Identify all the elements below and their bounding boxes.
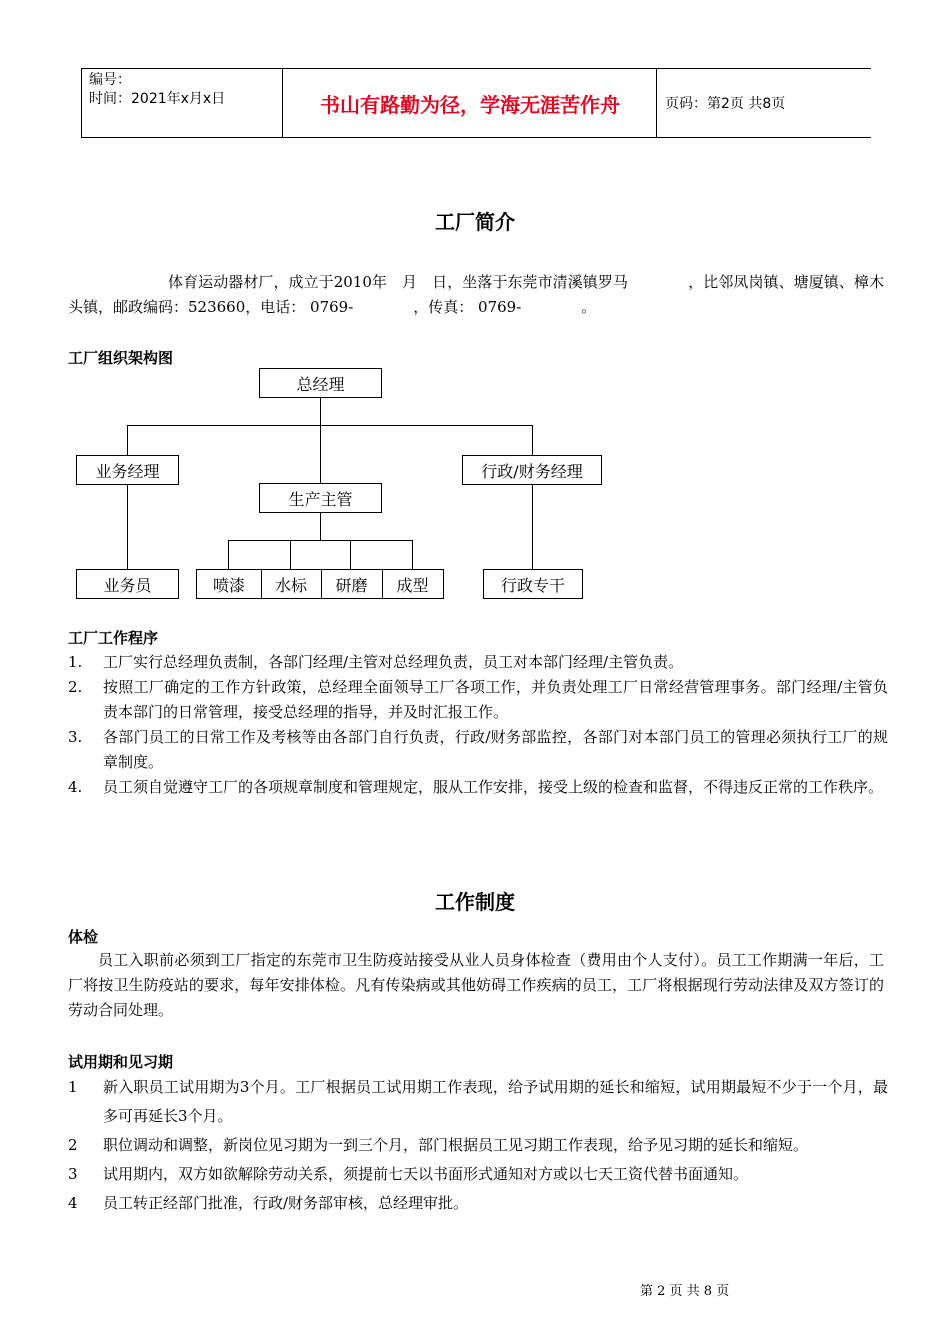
rules-title: 工作制度 <box>435 890 515 914</box>
list-item <box>68 675 888 725</box>
org-node-salesperson: 业务员 <box>76 569 179 599</box>
item-number: 3. <box>68 728 83 746</box>
org-node-admin-staff: 行政专干 <box>483 569 583 599</box>
connector-line <box>127 484 128 570</box>
list-item <box>68 775 888 800</box>
date-label: 时间：2021年x月x日 <box>89 91 226 107</box>
connector-line <box>320 512 321 540</box>
org-node-forming: 成型 <box>396 575 429 595</box>
item-number: 3 <box>68 1165 78 1183</box>
list-item <box>68 650 888 675</box>
header-divider <box>282 69 283 137</box>
item-number: 4. <box>68 778 83 796</box>
header-page-info: 页码：第2页 共8页 <box>665 96 786 112</box>
item-number: 4 <box>68 1194 78 1212</box>
list-item <box>68 1160 888 1189</box>
connector-line <box>320 397 321 425</box>
item-text: 员工须自觉遵守工厂的各项规章制度和管理规定，服从工作安排，接受上级的检查和监督，不得违反正常的工作秩序。 <box>103 778 884 796</box>
item-text: 按照工厂确定的工作方针政策，总经理全面领导工厂各项工作，并负责处理工厂日常经营管理事务。部门经理/主管负责本部门的日常管理，接受总经理的指导，并及时汇报工作。 <box>103 678 888 721</box>
connector-line <box>532 484 533 570</box>
connector-line <box>350 540 351 570</box>
connector-line <box>320 425 321 484</box>
org-node-production-supervisor: 生产主管 <box>259 483 382 513</box>
item-text: 试用期内，双方如欲解除劳动关系，须提前七天以书面形式通知对方或以七天工资代替书面通知。 <box>103 1165 749 1183</box>
item-number: 2. <box>68 678 83 696</box>
item-text: 各部门员工的日常工作及考核等由各部门自行负责，行政/财务部监控，各部门对本部门员工的管理必须执行工厂的规章制度。 <box>103 728 888 771</box>
org-node-admin-finance-manager: 行政/财务经理 <box>462 455 602 485</box>
item-number: 1 <box>68 1078 78 1096</box>
list-item <box>68 725 888 775</box>
org-node-general-manager: 总经理 <box>259 368 382 398</box>
physical-heading: 体检 <box>68 928 99 946</box>
org-node-grinding: 研磨 <box>321 570 383 598</box>
org-node-spray: 喷漆 <box>197 570 262 598</box>
header-divider <box>656 69 657 137</box>
list-item <box>68 1073 888 1131</box>
item-text: 员工转正经部门批准，行政/财务部审核，总经理审批。 <box>103 1194 469 1212</box>
probation-heading: 试用期和见习期 <box>68 1053 174 1071</box>
procedure-heading: 工厂工作程序 <box>68 629 159 647</box>
serial-label: 编号： <box>89 72 131 88</box>
org-node-workshops <box>196 569 444 599</box>
probation-list <box>68 1073 888 1218</box>
connector-line <box>290 540 291 570</box>
connector-line <box>127 425 533 426</box>
item-number: 1. <box>68 653 83 671</box>
header-meta <box>89 71 225 109</box>
procedure-list <box>68 650 888 800</box>
item-text: 工厂实行总经理负责制，各部门经理/主管对总经理负责，员工对本部门经理/主管负责。 <box>103 653 684 671</box>
list-item <box>68 1131 888 1160</box>
item-text: 职位调动和调整，新岗位见习期为一到三个月，部门根据员工见习期工作表现，给予见习期的延长和缩短。 <box>103 1136 809 1154</box>
intro-paragraph: 体育运动器材厂，成立于2010年 月 日，坐落于东莞市清溪镇罗马 ，比邻凤岗镇、塘厦镇、樟木头镇，邮政编码：523660，电话： 0769- ，传真： 0769- 。 <box>68 273 884 316</box>
connector-line <box>532 425 533 455</box>
item-text: 新入职员工试用期为3个月。工厂根据员工试用期工作表现，给予试用期的延长和缩短，试用期最短不少于一个月，最多可再延长3个月。 <box>103 1078 888 1125</box>
physical-paragraph: 员工入职前必须到工厂指定的东莞市卫生防疫站接受从业人员身体检查（费用由个人支付）。员工工作期满一年后，工厂将按卫生防疫站的要求，每年安排体检。凡有传染病或其他妨碍工作疾病的员工，工厂将根据现行劳动法律及双方签订的劳动合同处理。 <box>68 951 884 1019</box>
org-chart-heading: 工厂组织架构图 <box>68 349 174 367</box>
connector-line <box>127 425 128 455</box>
item-number: 2 <box>68 1136 78 1154</box>
connector-line <box>228 540 229 570</box>
list-item <box>68 1189 888 1218</box>
connector-line <box>412 540 413 570</box>
connector-line <box>228 540 413 541</box>
page-footer: 第 2 页 共 8 页 <box>640 1284 730 1299</box>
header-divider <box>81 69 82 137</box>
org-node-sales-manager: 业务经理 <box>76 455 179 485</box>
document-header <box>81 68 871 138</box>
header-motto: 书山有路勤为径，学海无涯苦作舟 <box>320 92 620 117</box>
org-node-label: 水标 <box>261 570 322 598</box>
intro-title: 工厂简介 <box>435 210 515 234</box>
